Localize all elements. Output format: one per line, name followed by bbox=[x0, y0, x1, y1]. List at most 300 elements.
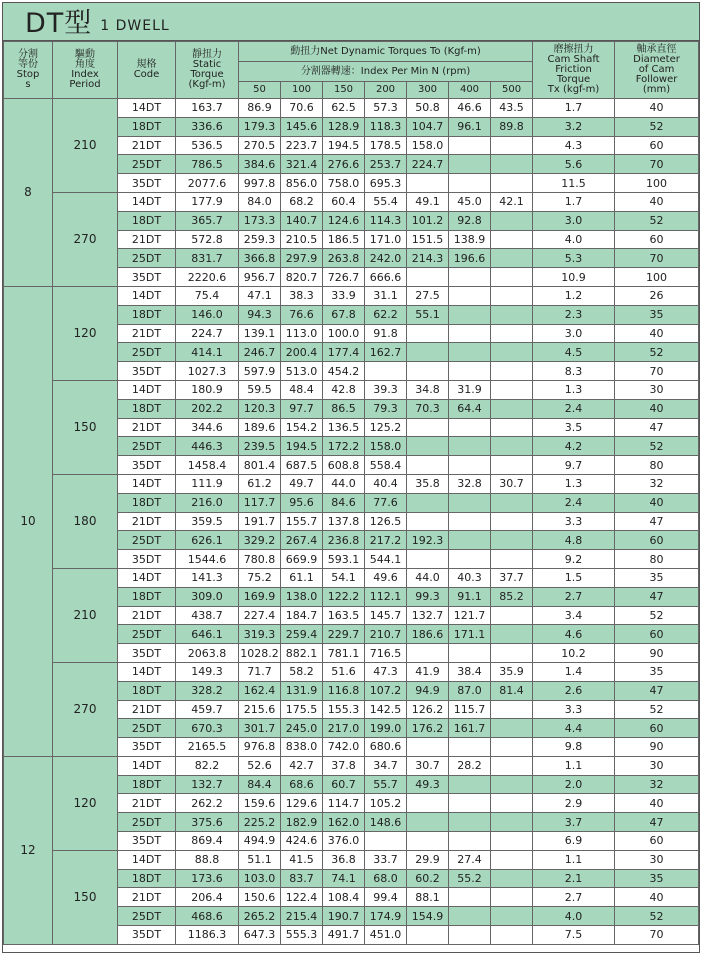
static-torque-cell: 1186.3 bbox=[176, 926, 239, 945]
dynamic-torque-cell bbox=[407, 738, 449, 757]
dynamic-torque-cell bbox=[407, 268, 449, 287]
follower-diameter-cell: 52 bbox=[615, 343, 699, 362]
header-rpm: 50 bbox=[239, 82, 281, 99]
dynamic-torque-cell: 27.5 bbox=[407, 286, 449, 305]
code-cell: 25DT bbox=[118, 531, 176, 550]
dynamic-torque-cell: 68.6 bbox=[281, 775, 323, 794]
dynamic-torque-cell bbox=[449, 531, 491, 550]
static-torque-cell: 2077.6 bbox=[176, 174, 239, 193]
static-torque-cell: 336.6 bbox=[176, 117, 239, 136]
dynamic-torque-cell: 171.1 bbox=[449, 625, 491, 644]
dynamic-torque-cell bbox=[407, 456, 449, 475]
static-torque-cell: 75.4 bbox=[176, 286, 239, 305]
dynamic-torque-cell: 454.2 bbox=[323, 362, 365, 381]
follower-diameter-cell: 26 bbox=[615, 286, 699, 305]
dynamic-torque-cell: 451.0 bbox=[365, 926, 407, 945]
static-torque-cell: 111.9 bbox=[176, 474, 239, 493]
follower-diameter-cell: 47 bbox=[615, 512, 699, 531]
dynamic-torque-cell: 267.4 bbox=[281, 531, 323, 550]
static-torque-cell: 365.7 bbox=[176, 211, 239, 230]
dynamic-torque-cell: 137.8 bbox=[323, 512, 365, 531]
dynamic-torque-cell bbox=[407, 174, 449, 193]
dynamic-torque-cell: 40.4 bbox=[365, 474, 407, 493]
dynamic-torque-cell: 55.7 bbox=[365, 775, 407, 794]
dynamic-torque-cell bbox=[491, 324, 533, 343]
dynamic-torque-cell bbox=[449, 268, 491, 287]
dynamic-torque-cell: 113.0 bbox=[281, 324, 323, 343]
dynamic-torque-cell: 51.1 bbox=[239, 850, 281, 869]
code-cell: 21DT bbox=[118, 794, 176, 813]
dynamic-torque-cell: 178.5 bbox=[365, 136, 407, 155]
dynamic-torque-cell: 44.0 bbox=[407, 568, 449, 587]
dynamic-torque-cell: 513.0 bbox=[281, 362, 323, 381]
dynamic-torque-cell: 192.3 bbox=[407, 531, 449, 550]
friction-torque-cell: 9.8 bbox=[533, 738, 615, 757]
dynamic-torque-cell bbox=[491, 286, 533, 305]
dynamic-torque-cell: 124.6 bbox=[323, 211, 365, 230]
dynamic-torque-cell: 132.7 bbox=[407, 606, 449, 625]
dynamic-torque-cell: 81.4 bbox=[491, 681, 533, 700]
friction-torque-cell: 2.4 bbox=[533, 493, 615, 512]
dynamic-torque-cell: 47.1 bbox=[239, 286, 281, 305]
index-period-cell: 120 bbox=[53, 756, 118, 850]
dynamic-torque-cell: 30.7 bbox=[491, 474, 533, 493]
dynamic-torque-cell bbox=[491, 719, 533, 738]
dynamic-torque-cell: 114.7 bbox=[323, 794, 365, 813]
friction-torque-cell: 1.4 bbox=[533, 662, 615, 681]
dynamic-torque-cell: 88.1 bbox=[407, 888, 449, 907]
code-cell: 25DT bbox=[118, 343, 176, 362]
header-rpm: 200 bbox=[365, 82, 407, 99]
dynamic-torque-cell: 155.7 bbox=[281, 512, 323, 531]
dynamic-torque-cell bbox=[407, 550, 449, 569]
dynamic-torque-cell: 104.7 bbox=[407, 117, 449, 136]
dynamic-torque-cell bbox=[491, 794, 533, 813]
index-period-cell: 270 bbox=[53, 662, 118, 756]
dynamic-torque-cell: 32.8 bbox=[449, 474, 491, 493]
friction-torque-cell: 4.2 bbox=[533, 437, 615, 456]
code-cell: 21DT bbox=[118, 606, 176, 625]
static-torque-cell: 646.1 bbox=[176, 625, 239, 644]
dynamic-torque-cell: 99.4 bbox=[365, 888, 407, 907]
follower-diameter-cell: 40 bbox=[615, 888, 699, 907]
dynamic-torque-cell: 142.5 bbox=[365, 700, 407, 719]
dynamic-torque-cell: 125.2 bbox=[365, 418, 407, 437]
friction-torque-cell: 7.5 bbox=[533, 926, 615, 945]
friction-torque-cell: 2.1 bbox=[533, 869, 615, 888]
code-cell: 21DT bbox=[118, 418, 176, 437]
follower-diameter-cell: 30 bbox=[615, 756, 699, 775]
friction-torque-cell: 2.3 bbox=[533, 305, 615, 324]
dynamic-torque-cell: 87.0 bbox=[449, 681, 491, 700]
dynamic-torque-cell: 200.4 bbox=[281, 343, 323, 362]
friction-torque-cell: 10.9 bbox=[533, 268, 615, 287]
static-torque-cell: 309.0 bbox=[176, 587, 239, 606]
dynamic-torque-cell: 62.5 bbox=[323, 99, 365, 118]
static-torque-cell: 177.9 bbox=[176, 192, 239, 211]
dynamic-torque-cell bbox=[491, 362, 533, 381]
dynamic-torque-cell: 128.9 bbox=[323, 117, 365, 136]
dynamic-torque-cell: 159.6 bbox=[239, 794, 281, 813]
dynamic-torque-cell: 246.7 bbox=[239, 343, 281, 362]
follower-diameter-cell: 60 bbox=[615, 625, 699, 644]
dynamic-torque-cell bbox=[365, 832, 407, 851]
dynamic-torque-cell bbox=[491, 850, 533, 869]
dynamic-torque-cell bbox=[449, 888, 491, 907]
follower-diameter-cell: 60 bbox=[615, 136, 699, 155]
dynamic-torque-cell: 669.9 bbox=[281, 550, 323, 569]
dynamic-torque-cell: 171.0 bbox=[365, 230, 407, 249]
friction-torque-cell: 11.5 bbox=[533, 174, 615, 193]
follower-diameter-cell: 47 bbox=[615, 813, 699, 832]
code-cell: 21DT bbox=[118, 230, 176, 249]
dynamic-torque-cell: 236.8 bbox=[323, 531, 365, 550]
code-cell: 18DT bbox=[118, 305, 176, 324]
dynamic-torque-cell: 494.9 bbox=[239, 832, 281, 851]
dynamic-torque-cell: 780.8 bbox=[239, 550, 281, 569]
dynamic-torque-cell bbox=[491, 531, 533, 550]
dynamic-torque-cell: 33.9 bbox=[323, 286, 365, 305]
dynamic-torque-cell: 695.3 bbox=[365, 174, 407, 193]
dynamic-torque-cell: 384.6 bbox=[239, 155, 281, 174]
dynamic-torque-cell: 215.6 bbox=[239, 700, 281, 719]
index-period-cell: 270 bbox=[53, 192, 118, 286]
follower-diameter-cell: 47 bbox=[615, 681, 699, 700]
static-torque-cell: 216.0 bbox=[176, 493, 239, 512]
dynamic-torque-cell: 62.2 bbox=[365, 305, 407, 324]
dynamic-torque-cell bbox=[491, 211, 533, 230]
static-torque-cell: 786.5 bbox=[176, 155, 239, 174]
friction-torque-cell: 1.7 bbox=[533, 192, 615, 211]
dynamic-torque-cell: 47.3 bbox=[365, 662, 407, 681]
dynamic-torque-cell: 101.2 bbox=[407, 211, 449, 230]
static-torque-cell: 82.2 bbox=[176, 756, 239, 775]
dynamic-torque-cell: 31.9 bbox=[449, 380, 491, 399]
dynamic-torque-cell: 126.5 bbox=[365, 512, 407, 531]
follower-diameter-cell: 40 bbox=[615, 399, 699, 418]
dynamic-torque-cell: 46.6 bbox=[449, 99, 491, 118]
dynamic-torque-cell bbox=[491, 136, 533, 155]
static-torque-cell: 446.3 bbox=[176, 437, 239, 456]
follower-diameter-cell: 90 bbox=[615, 644, 699, 663]
static-torque-cell: 224.7 bbox=[176, 324, 239, 343]
code-cell: 21DT bbox=[118, 136, 176, 155]
dynamic-torque-cell: 162.0 bbox=[323, 813, 365, 832]
follower-diameter-cell: 100 bbox=[615, 268, 699, 287]
header-rpm: 500 bbox=[491, 82, 533, 99]
friction-torque-cell: 3.0 bbox=[533, 211, 615, 230]
dynamic-torque-cell: 83.7 bbox=[281, 869, 323, 888]
dynamic-torque-cell: 223.7 bbox=[281, 136, 323, 155]
dynamic-torque-cell bbox=[449, 324, 491, 343]
friction-torque-cell: 2.0 bbox=[533, 775, 615, 794]
dynamic-torque-cell: 42.1 bbox=[491, 192, 533, 211]
dynamic-torque-cell: 37.8 bbox=[323, 756, 365, 775]
dynamic-torque-cell bbox=[449, 775, 491, 794]
static-torque-cell: 572.8 bbox=[176, 230, 239, 249]
code-cell: 35DT bbox=[118, 456, 176, 475]
header-static-torque: 靜扭力 Static Torque (Kgf-m) bbox=[176, 42, 239, 99]
dynamic-torque-cell bbox=[407, 794, 449, 813]
dynamic-torque-cell: 145.6 bbox=[281, 117, 323, 136]
follower-diameter-cell: 47 bbox=[615, 587, 699, 606]
dynamic-torque-cell: 49.6 bbox=[365, 568, 407, 587]
friction-torque-cell: 3.4 bbox=[533, 606, 615, 625]
dynamic-torque-cell bbox=[449, 493, 491, 512]
dynamic-torque-cell: 79.3 bbox=[365, 399, 407, 418]
code-cell: 14DT bbox=[118, 474, 176, 493]
header-dynamic-torque: 動扭力Net Dynamic Torques To (Kgf-m) bbox=[239, 42, 533, 62]
dynamic-torque-cell: 60.7 bbox=[323, 775, 365, 794]
dynamic-torque-cell: 107.2 bbox=[365, 681, 407, 700]
title-bar bbox=[3, 3, 699, 41]
dynamic-torque-cell: 61.2 bbox=[239, 474, 281, 493]
dynamic-torque-cell: 276.6 bbox=[323, 155, 365, 174]
dynamic-torque-cell bbox=[449, 456, 491, 475]
dynamic-torque-cell: 100.0 bbox=[323, 324, 365, 343]
code-cell: 25DT bbox=[118, 437, 176, 456]
static-torque-cell: 1458.4 bbox=[176, 456, 239, 475]
follower-diameter-cell: 52 bbox=[615, 117, 699, 136]
static-torque-cell: 262.2 bbox=[176, 794, 239, 813]
table-row bbox=[4, 99, 699, 118]
follower-diameter-cell: 40 bbox=[615, 99, 699, 118]
dynamic-torque-cell: 956.7 bbox=[239, 268, 281, 287]
dynamic-torque-cell: 103.0 bbox=[239, 869, 281, 888]
dynamic-torque-cell: 145.7 bbox=[365, 606, 407, 625]
friction-torque-cell: 8.3 bbox=[533, 362, 615, 381]
friction-torque-cell: 4.0 bbox=[533, 230, 615, 249]
friction-torque-cell: 4.6 bbox=[533, 625, 615, 644]
table-row bbox=[4, 192, 699, 211]
dynamic-torque-cell: 593.1 bbox=[323, 550, 365, 569]
dynamic-torque-cell: 196.6 bbox=[449, 249, 491, 268]
follower-diameter-cell: 52 bbox=[615, 700, 699, 719]
dynamic-torque-cell: 138.0 bbox=[281, 587, 323, 606]
dynamic-torque-cell: 155.3 bbox=[323, 700, 365, 719]
dynamic-torque-cell bbox=[449, 512, 491, 531]
follower-diameter-cell: 52 bbox=[615, 437, 699, 456]
dynamic-torque-cell bbox=[491, 249, 533, 268]
table-row bbox=[4, 286, 699, 305]
header-friction-torque: 磨擦扭力 Cam Shaft Friction Torque Tx (kgf-m) bbox=[533, 42, 615, 99]
dynamic-torque-cell bbox=[491, 869, 533, 888]
code-cell: 25DT bbox=[118, 719, 176, 738]
friction-torque-cell: 4.0 bbox=[533, 907, 615, 926]
friction-torque-cell: 3.0 bbox=[533, 324, 615, 343]
dynamic-torque-cell: 263.8 bbox=[323, 249, 365, 268]
friction-torque-cell: 3.3 bbox=[533, 512, 615, 531]
table-row bbox=[4, 380, 699, 399]
dynamic-torque-cell: 190.7 bbox=[323, 907, 365, 926]
dynamic-torque-cell: 191.7 bbox=[239, 512, 281, 531]
dynamic-torque-cell bbox=[449, 794, 491, 813]
dynamic-torque-cell bbox=[449, 926, 491, 945]
friction-torque-cell: 10.2 bbox=[533, 644, 615, 663]
static-torque-cell: 173.6 bbox=[176, 869, 239, 888]
dynamic-torque-cell bbox=[491, 926, 533, 945]
dynamic-torque-cell: 45.0 bbox=[449, 192, 491, 211]
dynamic-torque-cell: 140.7 bbox=[281, 211, 323, 230]
dynamic-torque-cell: 154.2 bbox=[281, 418, 323, 437]
dynamic-torque-cell bbox=[491, 230, 533, 249]
dynamic-torque-cell: 112.1 bbox=[365, 587, 407, 606]
code-cell: 14DT bbox=[118, 99, 176, 118]
dynamic-torque-cell: 217.0 bbox=[323, 719, 365, 738]
dynamic-torque-cell: 597.9 bbox=[239, 362, 281, 381]
dynamic-torque-cell: 27.4 bbox=[449, 850, 491, 869]
code-cell: 35DT bbox=[118, 926, 176, 945]
table-body bbox=[4, 99, 699, 945]
friction-torque-cell: 3.3 bbox=[533, 700, 615, 719]
dynamic-torque-cell: 151.5 bbox=[407, 230, 449, 249]
dynamic-torque-cell bbox=[491, 305, 533, 324]
dynamic-torque-cell: 301.7 bbox=[239, 719, 281, 738]
header-follower-diameter: 軸承直徑 Diameter of Cam Follower (mm) bbox=[615, 42, 699, 99]
friction-torque-cell: 2.4 bbox=[533, 399, 615, 418]
dynamic-torque-cell: 976.8 bbox=[239, 738, 281, 757]
dynamic-torque-cell bbox=[407, 512, 449, 531]
dynamic-torque-cell: 94.9 bbox=[407, 681, 449, 700]
index-period-cell: 180 bbox=[53, 474, 118, 568]
dynamic-torque-cell: 224.7 bbox=[407, 155, 449, 174]
dynamic-torque-cell: 210.5 bbox=[281, 230, 323, 249]
dynamic-torque-cell bbox=[491, 418, 533, 437]
dynamic-torque-cell: 758.0 bbox=[323, 174, 365, 193]
dynamic-torque-cell: 242.0 bbox=[365, 249, 407, 268]
dynamic-torque-cell: 158.0 bbox=[365, 437, 407, 456]
code-cell: 18DT bbox=[118, 869, 176, 888]
dynamic-torque-cell bbox=[407, 324, 449, 343]
dynamic-torque-cell: 91.8 bbox=[365, 324, 407, 343]
dynamic-torque-cell: 116.8 bbox=[323, 681, 365, 700]
dynamic-torque-cell: 259.3 bbox=[239, 230, 281, 249]
dynamic-torque-cell: 270.5 bbox=[239, 136, 281, 155]
static-torque-cell: 831.7 bbox=[176, 249, 239, 268]
code-cell: 25DT bbox=[118, 155, 176, 174]
dynamic-torque-cell: 33.7 bbox=[365, 850, 407, 869]
dynamic-torque-cell: 76.6 bbox=[281, 305, 323, 324]
static-torque-cell: 359.5 bbox=[176, 512, 239, 531]
static-torque-cell: 163.7 bbox=[176, 99, 239, 118]
dynamic-torque-cell: 680.6 bbox=[365, 738, 407, 757]
friction-torque-cell: 1.1 bbox=[533, 756, 615, 775]
friction-torque-cell: 5.6 bbox=[533, 155, 615, 174]
dynamic-torque-cell: 35.8 bbox=[407, 474, 449, 493]
friction-torque-cell: 1.3 bbox=[533, 380, 615, 399]
dynamic-torque-cell bbox=[449, 305, 491, 324]
dynamic-torque-cell bbox=[491, 700, 533, 719]
header-index-period: 驅動 角度 Index Period bbox=[53, 42, 118, 99]
dynamic-torque-cell: 997.8 bbox=[239, 174, 281, 193]
friction-torque-cell: 3.7 bbox=[533, 813, 615, 832]
follower-diameter-cell: 80 bbox=[615, 456, 699, 475]
dynamic-torque-cell: 68.0 bbox=[365, 869, 407, 888]
dynamic-torque-cell: 44.0 bbox=[323, 474, 365, 493]
dynamic-torque-cell: 84.0 bbox=[239, 192, 281, 211]
follower-diameter-cell: 60 bbox=[615, 230, 699, 249]
dynamic-torque-cell: 92.8 bbox=[449, 211, 491, 230]
dynamic-torque-cell bbox=[491, 775, 533, 794]
dynamic-torque-cell bbox=[491, 155, 533, 174]
follower-diameter-cell: 30 bbox=[615, 380, 699, 399]
follower-diameter-cell: 52 bbox=[615, 211, 699, 230]
static-torque-cell: 206.4 bbox=[176, 888, 239, 907]
follower-diameter-cell: 100 bbox=[615, 174, 699, 193]
dynamic-torque-cell: 34.8 bbox=[407, 380, 449, 399]
dynamic-torque-cell: 131.9 bbox=[281, 681, 323, 700]
dynamic-torque-cell: 189.6 bbox=[239, 418, 281, 437]
dynamic-torque-cell: 194.5 bbox=[323, 136, 365, 155]
dynamic-torque-cell bbox=[407, 813, 449, 832]
dynamic-torque-cell: 28.2 bbox=[449, 756, 491, 775]
code-cell: 14DT bbox=[118, 568, 176, 587]
code-cell: 18DT bbox=[118, 681, 176, 700]
dynamic-torque-cell: 199.0 bbox=[365, 719, 407, 738]
dynamic-torque-cell: 49.7 bbox=[281, 474, 323, 493]
dynamic-torque-cell bbox=[449, 738, 491, 757]
dynamic-torque-cell: 227.4 bbox=[239, 606, 281, 625]
dynamic-torque-cell bbox=[365, 362, 407, 381]
static-torque-cell: 626.1 bbox=[176, 531, 239, 550]
dynamic-torque-cell bbox=[491, 550, 533, 569]
dynamic-torque-cell: 41.5 bbox=[281, 850, 323, 869]
dynamic-torque-cell bbox=[407, 493, 449, 512]
code-cell: 18DT bbox=[118, 493, 176, 512]
dynamic-torque-cell: 57.3 bbox=[365, 99, 407, 118]
dynamic-torque-cell: 781.1 bbox=[323, 644, 365, 663]
dynamic-torque-cell: 366.8 bbox=[239, 249, 281, 268]
dynamic-torque-cell bbox=[449, 174, 491, 193]
dynamic-torque-cell: 55.1 bbox=[407, 305, 449, 324]
dynamic-torque-cell: 162.4 bbox=[239, 681, 281, 700]
dynamic-torque-cell: 329.2 bbox=[239, 531, 281, 550]
dynamic-torque-cell: 138.9 bbox=[449, 230, 491, 249]
index-period-cell: 210 bbox=[53, 99, 118, 193]
dynamic-torque-cell: 376.0 bbox=[323, 832, 365, 851]
dynamic-torque-cell bbox=[491, 343, 533, 362]
table-row bbox=[4, 568, 699, 587]
dynamic-torque-cell: 555.3 bbox=[281, 926, 323, 945]
static-torque-cell: 2165.5 bbox=[176, 738, 239, 757]
dynamic-torque-cell bbox=[449, 155, 491, 174]
code-cell: 14DT bbox=[118, 380, 176, 399]
static-torque-cell: 180.9 bbox=[176, 380, 239, 399]
dynamic-torque-cell: 39.3 bbox=[365, 380, 407, 399]
follower-diameter-cell: 80 bbox=[615, 550, 699, 569]
code-cell: 25DT bbox=[118, 907, 176, 926]
static-torque-cell: 132.7 bbox=[176, 775, 239, 794]
dynamic-torque-cell: 71.7 bbox=[239, 662, 281, 681]
code-cell: 35DT bbox=[118, 550, 176, 569]
header-rpm: 300 bbox=[407, 82, 449, 99]
code-cell: 21DT bbox=[118, 512, 176, 531]
dynamic-torque-cell: 148.6 bbox=[365, 813, 407, 832]
dynamic-torque-cell: 31.1 bbox=[365, 286, 407, 305]
dynamic-torque-cell: 94.3 bbox=[239, 305, 281, 324]
static-torque-cell: 670.3 bbox=[176, 719, 239, 738]
friction-torque-cell: 6.9 bbox=[533, 832, 615, 851]
dynamic-torque-cell: 491.7 bbox=[323, 926, 365, 945]
dynamic-torque-cell: 114.3 bbox=[365, 211, 407, 230]
follower-diameter-cell: 52 bbox=[615, 907, 699, 926]
code-cell: 18DT bbox=[118, 587, 176, 606]
follower-diameter-cell: 40 bbox=[615, 192, 699, 211]
dynamic-torque-cell: 716.5 bbox=[365, 644, 407, 663]
static-torque-cell: 414.1 bbox=[176, 343, 239, 362]
table-row bbox=[4, 756, 699, 775]
dynamic-torque-cell: 85.2 bbox=[491, 587, 533, 606]
